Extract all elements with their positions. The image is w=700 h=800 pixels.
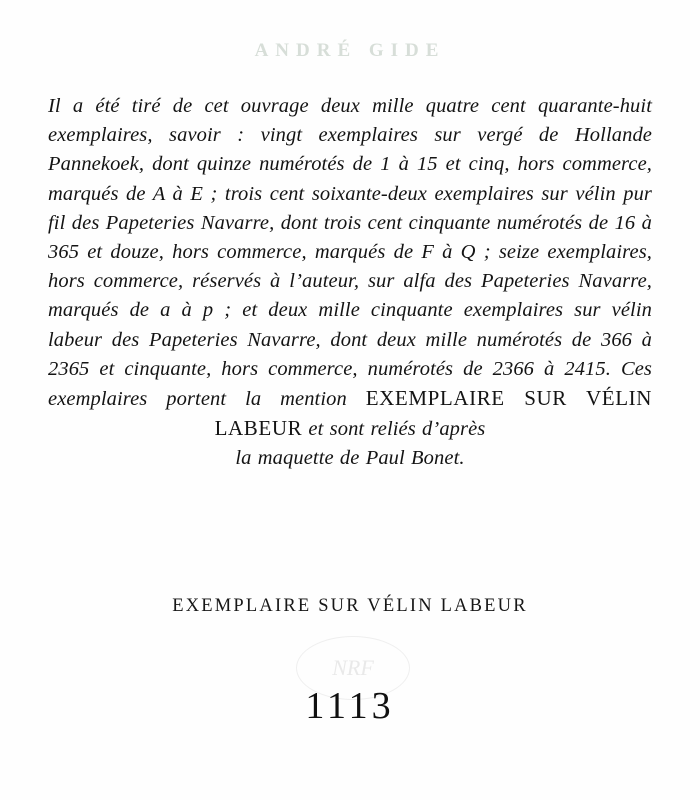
colophon-tail-text: et sont reliés d’après: [302, 418, 486, 441]
colophon-main-text: Il a été tiré de cet ouvrage deux mille quatre cent quarante-huit exemplaires, savoir : vingt exemplaires sur vergé de Hollande Pannekoek, dont quinze numérotés de 1 à 15 et cinq, hors commerce, marqués de A à E ; trois cent soixante-deux exemplaires sur vélin pur fil des Papeteries Navarre, dont trois cent cinquante numérotés de 16 à 365 et douze, hors commerce, marqués de F à Q ; seize exemplaires, hors commerce, réservés à l’auteur, sur alfa des Papeteries Navarre, marqués de a à p ; et deux mille cinquante exemplaires sur vélin labeur des Papeteries Navarre, dont deux mille numérotés de 366 à 2365 et cinquante, hors commerce, numérotés de 2366 à 2415. Ces exemplaires portent la mention: [48, 95, 652, 411]
showthrough-title: ANDRÉ GIDE: [254, 40, 446, 61]
colophon-mention-smallcaps: EXEMPLAIRE SUR VÉLIN LABEUR: [214, 386, 652, 441]
colophon-paragraph: [48, 92, 652, 474]
copy-type-label: EXEMPLAIRE SUR VÉLIN LABEUR: [172, 596, 528, 616]
publisher-blindstamp: NRF: [296, 636, 410, 700]
colophon-last-line: la maquette de Paul Bonet.: [235, 447, 465, 470]
copy-number: 1113: [305, 685, 395, 727]
